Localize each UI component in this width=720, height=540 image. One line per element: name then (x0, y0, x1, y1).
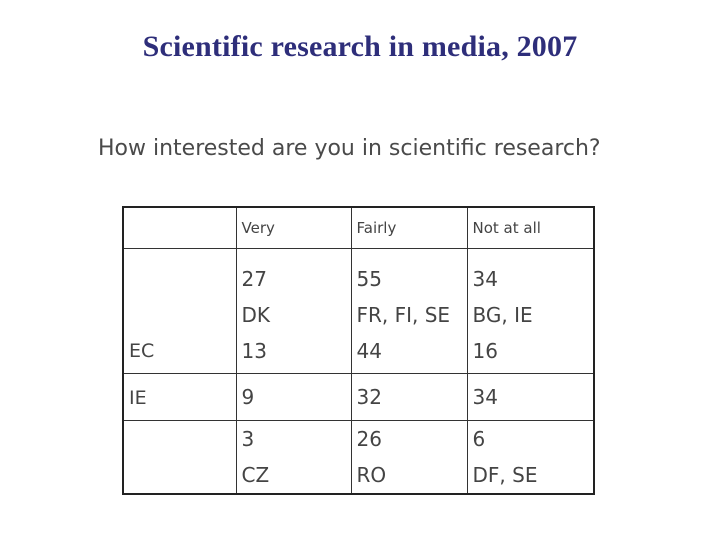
cell-value: 13 (241, 339, 267, 363)
cell-ie-not-at-all: 34 (467, 374, 594, 421)
cell-value: 44 (356, 339, 382, 363)
cell-country: DK (241, 303, 271, 327)
table-row (123, 421, 594, 495)
row-label-text: IE (129, 386, 147, 409)
cell-value: 6 (472, 427, 486, 451)
table-row (123, 374, 594, 421)
cell-min-fairly (351, 421, 467, 495)
cell-country: CZ (241, 463, 270, 487)
header-very: Very (236, 207, 351, 249)
cell-ie-fairly: 32 (351, 374, 467, 421)
cell-min-very (236, 421, 351, 495)
header-corner-cell (123, 207, 236, 249)
cell-country: DF, SE (472, 463, 538, 487)
row-label-ec (123, 249, 236, 374)
cell-min-not-at-all (467, 421, 594, 495)
cell-country: BG, IE (472, 303, 533, 327)
question-subtitle: How interested are you in scientific research? (98, 136, 601, 161)
cell-ec-not-at-all (467, 249, 594, 374)
cell-country: FR, FI, SE (356, 303, 451, 327)
header-fairly: Fairly (351, 207, 467, 249)
header-not-at-all: Not at all (467, 207, 594, 249)
cell-ec-very (236, 249, 351, 374)
row-label-text: EC (129, 340, 155, 362)
cell-value: 55 (356, 267, 382, 291)
table-row (123, 249, 594, 374)
row-label-ie (123, 374, 236, 421)
cell-value: 27 (241, 267, 267, 291)
row-label-empty (123, 421, 236, 495)
interest-table (122, 206, 595, 495)
table-header-row (123, 207, 594, 249)
cell-country: RO (356, 463, 387, 487)
slide-title: Scientific research in media, 2007 (142, 30, 578, 63)
cell-value: 16 (472, 339, 498, 363)
cell-value: 34 (472, 267, 498, 291)
cell-ie-very: 9 (236, 374, 351, 421)
cell-value: 3 (241, 427, 255, 451)
cell-value: 26 (356, 427, 382, 451)
cell-ec-fairly (351, 249, 467, 374)
